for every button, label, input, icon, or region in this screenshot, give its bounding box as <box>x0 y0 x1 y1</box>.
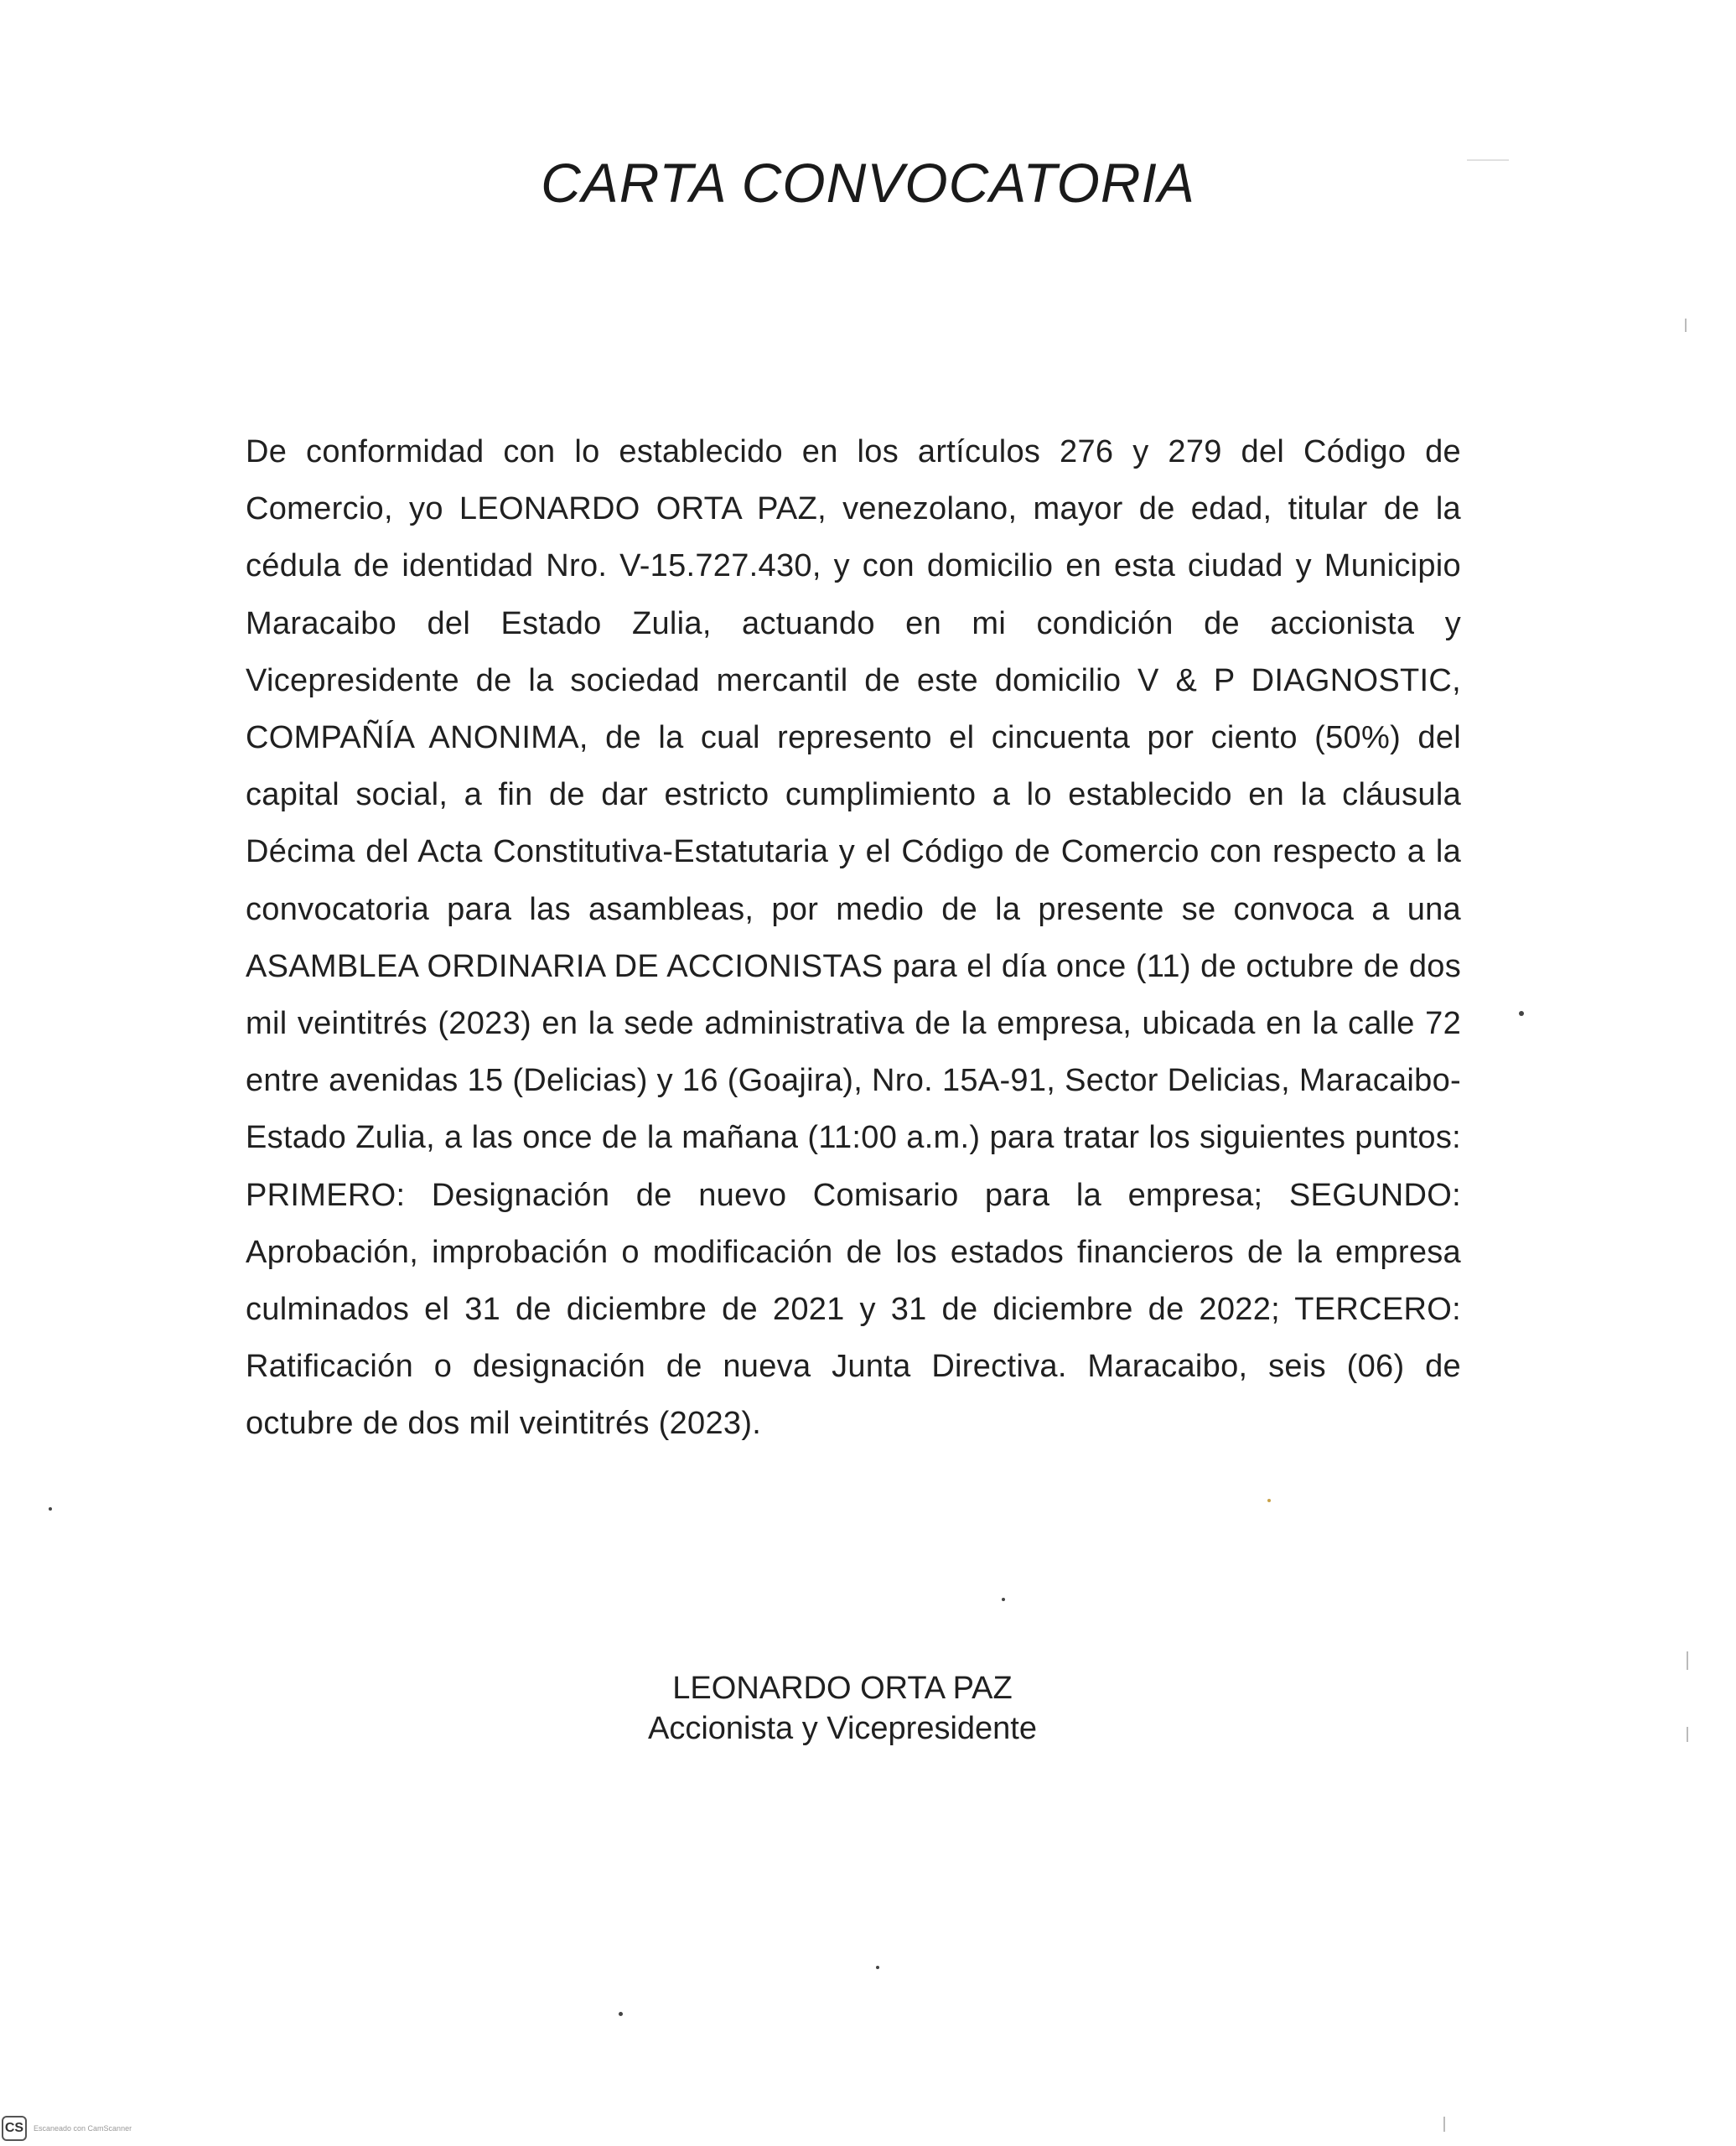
document-title: CARTA CONVOCATORIA <box>541 152 1195 214</box>
scan-edge-mark <box>1687 1651 1688 1670</box>
scan-speck <box>1002 1598 1005 1601</box>
scan-edge-mark <box>1443 2117 1445 2132</box>
camscanner-caption: Escaneado con CamScanner <box>34 2124 132 2133</box>
signature-name: LEONARDO ORTA PAZ <box>672 1671 1013 1706</box>
scan-edge-mark <box>1687 1727 1688 1742</box>
scan-speck <box>876 1966 879 1969</box>
scan-speck <box>619 2012 623 2016</box>
signature-block <box>0 1668 1685 1749</box>
scan-speck <box>49 1507 52 1511</box>
camscanner-logo-icon: CS <box>2 2116 27 2141</box>
signature-role: Accionista y Vicepresidente <box>648 1711 1037 1746</box>
scan-edge-mark <box>1467 159 1509 161</box>
scan-speck <box>1519 1011 1524 1016</box>
scan-speck <box>1267 1499 1271 1502</box>
camscanner-watermark <box>2 2116 132 2141</box>
scan-edge-mark <box>1685 319 1687 332</box>
document-body: De conformidad con lo establecido en los artículos 276 y 279 del Código de Comercio, yo LEONARDO ORTA PAZ, venezolano, mayor de edad, titular de la cédula de identidad Nro. V-15.727.430, y con domicilio en esta ciudad y Municipio Maracaibo del Estado Zulia, actuando en mi condición de accionista y Vicepresidente de la sociedad mercantil de este domicilio V & P DIAGNOSTIC, COMPAÑÍA ANONIMA, de la cual represento el cincuenta por ciento (50%) del capital social, a fin de dar estricto cumplimiento a lo establecido en la cláusula Décima del Acta Constitutiva-Estatutaria y el Código de Comercio con respecto a la convocatoria para las asambleas, por medio de la presente se convoca a una ASAMBLEA ORDINARIA DE ACCIONISTAS para el día once (11) de octubre de dos mil veintitrés (2023) en la sede administrativa de la empresa, ubicada en la calle 72 entre avenidas 15 (Delicias) y 16 (Goajira), Nro. 15A-91, Sector Delicias, Maracaibo-Estado Zulia, a las once de la mañana (11:00 a.m.) para tratar los siguientes puntos: PRIMERO: Designación de nuevo Comisario para la empresa; SEGUNDO: Aprobación, improbación o modificación de los estados financieros de la empresa culminados el 31 de diciembre de 2021 y 31 de diciembre de 2022; TERCERO: Ratificación o designación de nueva Junta Directiva. Maracaibo, seis (06) de octubre de dos mil veintitrés (2023). <box>246 434 1461 1442</box>
